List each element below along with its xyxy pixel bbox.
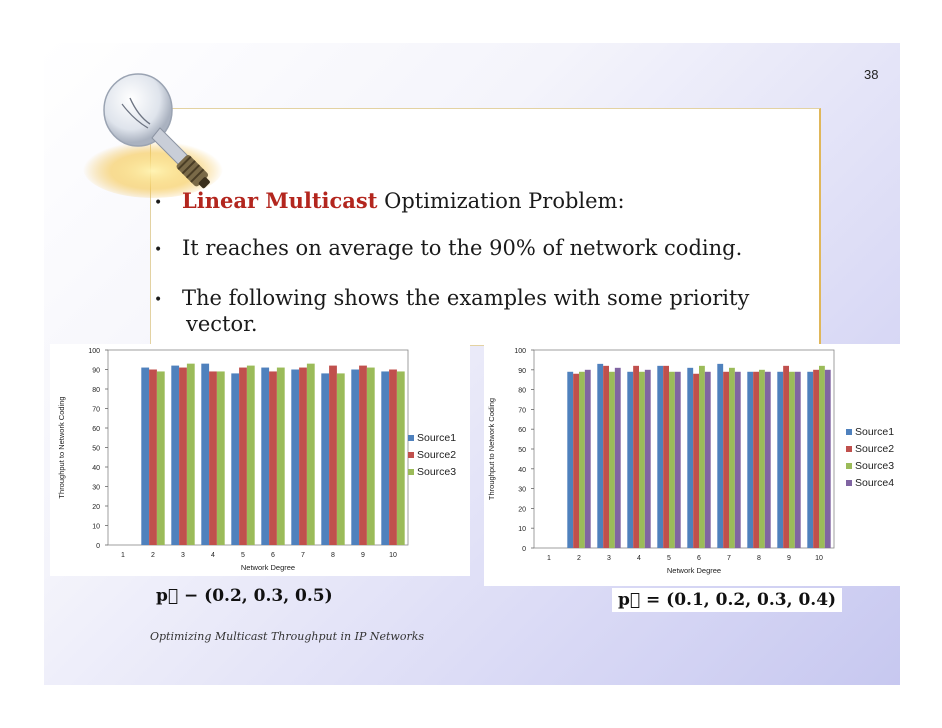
bar [329, 366, 337, 545]
bar [669, 372, 675, 548]
x-tick-label: 6 [271, 552, 275, 559]
y-tick-label: 30 [92, 484, 100, 492]
x-tick-label: 1 [121, 552, 125, 559]
bar [639, 372, 645, 548]
bar [239, 368, 247, 545]
bar [783, 366, 789, 548]
x-tick-label: 10 [815, 555, 823, 562]
content-box [150, 108, 821, 346]
y-tick-label: 80 [92, 387, 100, 394]
bar [735, 372, 741, 548]
bar [291, 370, 299, 546]
y-tick-label: 90 [518, 367, 526, 375]
bar [609, 372, 615, 548]
y-tick-label: 40 [518, 466, 526, 474]
bar [209, 371, 217, 545]
y-tick-label: 100 [88, 348, 100, 355]
y-tick-label: 40 [92, 465, 100, 472]
y-axis-label: Throughput to Network Coding [487, 397, 496, 501]
y-tick-label: 10 [518, 526, 526, 534]
bar [389, 370, 397, 546]
bar [247, 366, 255, 545]
x-tick-label: 7 [727, 555, 731, 562]
bar [615, 368, 621, 548]
y-tick-label: 100 [514, 348, 526, 355]
bar [777, 372, 783, 548]
bar [307, 364, 315, 545]
legend-swatch [846, 429, 852, 435]
legend-swatch [846, 480, 852, 486]
bar [699, 366, 705, 548]
y-tick-label: 20 [92, 504, 100, 511]
legend-label: Source1 [417, 432, 457, 444]
bullet-item [154, 188, 625, 213]
bar [579, 372, 585, 548]
bullet-dot: • [154, 194, 163, 211]
y-axis-label: Throughput to Network Coding [57, 396, 66, 499]
bar-chart-right [484, 344, 900, 586]
bar [795, 372, 801, 548]
bar [657, 366, 663, 548]
bar [687, 368, 693, 548]
bar [277, 368, 285, 545]
bar [367, 368, 375, 545]
bar [789, 372, 795, 548]
bullet-text: Optimization Problem: [377, 189, 625, 213]
bar [723, 372, 729, 548]
bar [567, 372, 573, 548]
bullet-text: It reaches on average to the 90% of network coding. [182, 236, 743, 260]
x-tick-label: 4 [211, 552, 215, 559]
x-tick-label: 8 [331, 552, 335, 559]
bar [201, 364, 209, 545]
bar [187, 364, 195, 545]
legend-swatch [846, 463, 852, 469]
bullet-highlight: Linear Multicast [182, 188, 378, 213]
y-tick-label: 70 [92, 406, 100, 414]
bullet-dot: • [154, 291, 163, 308]
bar [729, 368, 735, 548]
x-tick-label: 2 [151, 552, 155, 559]
x-tick-label: 3 [181, 552, 185, 559]
x-tick-label: 5 [667, 555, 671, 562]
y-tick-label: 50 [92, 445, 100, 453]
legend-label: Source2 [855, 443, 895, 455]
bar [299, 368, 307, 545]
bar [807, 372, 813, 548]
x-tick-label: 7 [301, 552, 305, 559]
x-axis-label: Network Degree [666, 566, 722, 575]
light-bulb-icon [78, 58, 248, 208]
slide-footer: Optimizing Multicast Throughput in IP Networks [150, 630, 425, 643]
bar [633, 366, 639, 548]
bar [141, 368, 149, 545]
bar [747, 372, 753, 548]
bullet-text: The following shows the examples with some priority [182, 286, 750, 310]
bar [269, 371, 277, 545]
bar [149, 370, 157, 546]
chart-panel-right [484, 344, 900, 586]
bar [397, 371, 405, 545]
legend-label: Source3 [855, 460, 895, 472]
priority-vector-left: p⃗ − (0.2, 0.3, 0.5) [156, 586, 333, 606]
bar [573, 374, 579, 548]
y-tick-label: 60 [92, 426, 100, 433]
legend-swatch [408, 469, 414, 475]
bar-chart-left [50, 344, 470, 576]
legend-label: Source2 [417, 449, 457, 461]
legend-label: Source4 [855, 477, 895, 489]
bar [261, 368, 269, 545]
bullet-item [154, 236, 742, 260]
bar [813, 370, 819, 548]
bar [717, 364, 723, 548]
y-tick-label: 30 [518, 486, 526, 494]
bar [217, 371, 225, 545]
x-tick-label: 5 [241, 552, 245, 559]
x-tick-label: 10 [389, 552, 397, 559]
y-tick-label: 60 [518, 427, 526, 435]
x-tick-label: 2 [577, 555, 581, 562]
bar [171, 366, 179, 545]
y-tick-label: 0 [96, 543, 100, 550]
legend-label: Source3 [417, 466, 457, 478]
bar [765, 372, 771, 548]
x-tick-label: 8 [757, 555, 761, 562]
bar [381, 371, 389, 545]
bar [603, 366, 609, 548]
y-tick-label: 70 [518, 407, 526, 415]
y-tick-label: 50 [518, 447, 526, 454]
bar [759, 370, 765, 548]
bar [179, 368, 187, 545]
bar [705, 372, 711, 548]
x-tick-label: 1 [547, 555, 551, 562]
legend-label: Source1 [855, 426, 895, 438]
legend-swatch [846, 446, 852, 452]
y-tick-label: 20 [518, 506, 526, 514]
x-axis-label: Network Degree [240, 563, 296, 572]
bullet-continuation: vector. [186, 312, 258, 336]
y-tick-label: 80 [518, 387, 526, 395]
y-tick-label: 0 [522, 546, 526, 553]
chart-panel-left [50, 344, 470, 576]
y-tick-label: 90 [92, 367, 100, 375]
bar [819, 366, 825, 548]
x-tick-label: 9 [787, 555, 791, 562]
legend-swatch [408, 435, 414, 441]
bar [663, 366, 669, 548]
bar [157, 371, 165, 545]
x-tick-label: 9 [361, 552, 365, 559]
bar [351, 370, 359, 546]
bar [321, 373, 329, 545]
bar [231, 373, 239, 545]
bar [597, 364, 603, 548]
y-tick-label: 10 [92, 523, 100, 531]
bar [645, 370, 651, 548]
bar [693, 374, 699, 548]
x-tick-label: 3 [607, 555, 611, 562]
bullet-item [154, 286, 749, 310]
legend-swatch [408, 452, 414, 458]
bar [675, 372, 681, 548]
x-tick-label: 6 [697, 555, 701, 562]
bar [585, 370, 591, 548]
bar [337, 373, 345, 545]
bar [753, 372, 759, 548]
bar [825, 370, 831, 548]
bullet-dot: • [154, 241, 163, 258]
page-number: 38 [864, 67, 879, 82]
x-tick-label: 4 [637, 555, 641, 562]
bar [627, 372, 633, 548]
priority-vector-right: p⃗ = (0.1, 0.2, 0.3, 0.4) [612, 588, 842, 612]
bar [359, 366, 367, 545]
